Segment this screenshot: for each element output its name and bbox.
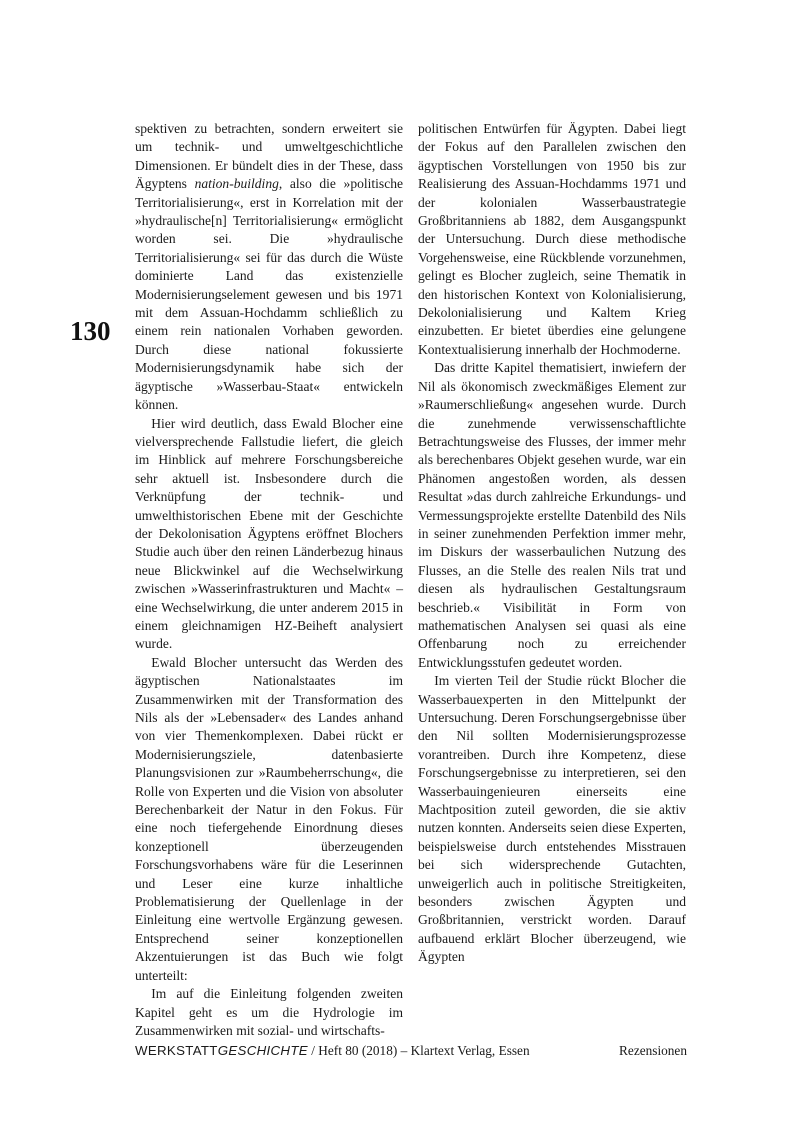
left-column [135, 120, 403, 1040]
paragraph: politischen Entwürfen für Ägypten. Dabei liegt der Fokus auf den Parallelen zwischen den ägyptischen Vorstellungen von 1950 bis zur Realisierung des Assuan-Hochdamms 1971 und der kolonialen Wasserbaustrategie Großbritanniens ab 1882, dem Ausgangspunkt der Untersuchung. Durch diese methodische Vorgehensweise, eine Rückblende vorzunehmen, gelingt es Blocher zugleich, seine Thematik in den historischen Kontext von Kolonialisierung, Dekolonialisierung und Kaltem Krieg einzubetten. Er bietet überdies eine gelungene Kontextualisierung innerhalb der Hochmoderne. [418, 121, 686, 357]
journal-name-plain: WERKSTATT [135, 1043, 218, 1058]
section-label: Rezensionen [619, 1043, 687, 1058]
paragraph: Das dritte Kapitel thematisiert, inwiefern der Nil als ökonomisch zweckmäßiges Element zur »Raumerschließung« angesehen wurde. Durch die zunehmende verwissenschaftlichte Betrachtungsweise des Flusses, der immer mehr als berechenbares Objekt gesehen wurde, war ein Phänomen angestoßen worden, als dessen Resultat »das durch zahlreiche Erkundungs- und Vermessungsprojekte erstellte Datenbild des Nils in seiner zunehmenden Perfektion immer mehr, im Diskurs der wasserbaulichen Nutzung des Flusses, an die Stelle des realen Nils trat und diesen als hydraulischen Gestaltungsraum beschrieb.« Visibilität in Form von mathematischen Analysen sei quasi als eine Offenbarung noch zu erreichender Entwicklungsstufen gedeutet worden. [418, 360, 686, 670]
journal-name [135, 1043, 308, 1058]
right-column [418, 120, 686, 967]
paragraph: spektiven zu betrachten, sondern erweitert sie um technik- und umweltgeschichtliche Dimensionen. Er bündelt dies in der These, dass Ägyptens nation-building, also die »politische Territorialisierung«, erst in Korrelation mit der »hydraulische[n] Territorialisierung« ermöglicht worden sei. Die »hydraulische Territorialisierung« sei für das durch die Wüste dominierte Land das existenzielle Modernisierungselement gewesen und bis 1971 mit dem Assuan-Hochdamm schließlich zu einem rein nationalen Vorhaben geworden. Durch diese national fokussierte Modernisierungsdynamik habe sich der ägyptische »Wasserbau-Staat« entwickeln können. [135, 121, 404, 413]
page-footer [135, 1043, 687, 1059]
paragraph: Ewald Blocher untersucht das Werden des ägyptischen Nationalstaates im Zusammenwirken mit der Transformation des Nils als der »Lebensader« des Landes anhand von vier Themenkomplexen. Dabei rückt er Modernisierungsziele, datenbasierte Planungsvisionen zur »Raumbeherrschung«, die Rolle von Experten und die Vision von absoluter Berechenbarkeit der Natur in den Fokus. Für eine noch tiefergehende Einordnung dieses konzeptionell überzeugenden Forschungsvorhabens wäre für die Leserinnen und Leser eine kurze inhaltliche Problematisierung der Quellenlage in der Einleitung eine wertvolle Ergänzung gewesen. Entsprechend seiner konzeptionellen Akzentuierungen ist das Buch wie folgt unterteilt: [135, 654, 403, 983]
paragraph: Im auf die Einleitung folgenden zweiten Kapitel geht es um die Hydrologie im Zusammenwirken mit sozial- und wirtschafts- [135, 986, 403, 1038]
page-number: 130 [70, 316, 111, 346]
paragraph: Hier wird deutlich, dass Ewald Blocher eine vielversprechende Fallstudie liefert, die gleich im Hinblick auf mehrere Forschungsbereiche sehr aktuell ist. Insbesondere durch die Verknüpfung der technik- und umwelthistorischen Ebene mit der Geschichte der Dekolonisation Ägyptens eröffnet Blochers Studie auch über den reinen Länderbezug hinaus neue Blickwinkel auf die Wechselwirkung zwischen »Wasserinfrastrukturen und Macht« – eine Wechselwirkung, die unter anderem 2015 in einem gleichnamigen HZ-Beiheft analysiert wurde. [135, 415, 403, 652]
journal-name-italic: GESCHICHTE [217, 1043, 308, 1058]
paragraph: Im vierten Teil der Studie rückt Blocher die Wasserbauexperten in den Mittelpunkt der Untersuchung. Deren Forschungsergebnisse über den Nil sollten Modernisierungsprozesse vorantreiben. Durch ihre Kompetenz, diese Forschungsergebnisse zu interpretieren, sei den Wasserbauingenieuren einerseits eine Machtposition zuteil geworden, die sie aktiv nutzen konnten. Anderseits seien diese Experten, beispielsweise durch entstehendes Misstrauen bei sich widersprechende Gutachten, unweigerlich auch in politische Streitigkeiten, besonders zwischen Ägypten und Großbritannien, verstrickt worden. Darauf aufbauend erklärt Blocher überzeugend, wie Ägypten [418, 673, 686, 965]
citation-text: / Heft 80 (2018) – Klartext Verlag, Essen [307, 1043, 530, 1058]
journal-citation [135, 1043, 530, 1059]
